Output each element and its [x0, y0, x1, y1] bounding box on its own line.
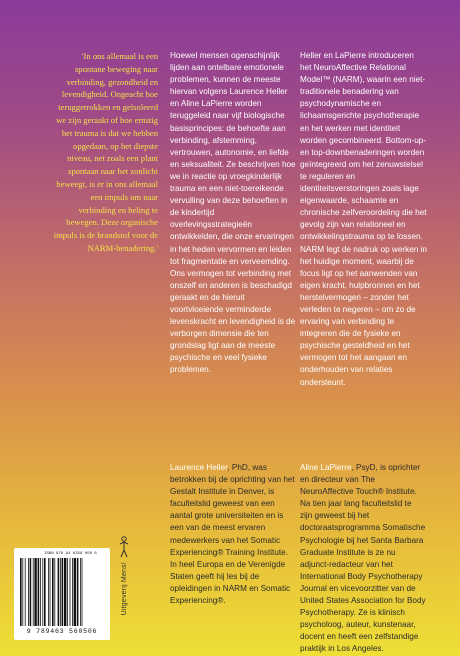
- publisher-name: Uitgeverij Mens!: [120, 562, 128, 616]
- ean-number: 9 789463 560506: [26, 628, 98, 635]
- isbn-label: ISBN 978 94 6356 050 6: [44, 552, 97, 556]
- author-bio-lapierre-text: , PsyD, is oprichter en directeur van The NeuroAffective Touch® Institute. Na tien jaar lang faculteitslid te zijn geweest bij het doctoraatsprogramma Somatische Psychologie bij het Santa Barbara Graduate Institute is ze nu adjunct-redacteur van het International Body Psychotherapy Journal en vicevoorzitter van de United States Association for Body Psychotherapy. Ze is klinisch psycholoog, auteur, kunstenaar, docent en heeft een zelfstandige praktijk in Los Angeles.: [300, 463, 426, 654]
- author-bio-heller: [170, 462, 296, 607]
- barcode-bar: [58, 558, 60, 626]
- barcode-bar: [60, 558, 61, 626]
- author-name-heller: Laurence Heller: [170, 463, 228, 472]
- barcode-bar: [40, 558, 41, 626]
- barcode-bar: [62, 558, 64, 626]
- barcode-bar: [77, 558, 79, 626]
- barcode-bar: [72, 558, 73, 626]
- barcode: [14, 548, 110, 640]
- barcode-bar: [34, 558, 36, 626]
- barcode-bar: [20, 558, 22, 626]
- barcode-bar: [54, 558, 55, 626]
- author-bio-lapierre: [300, 462, 426, 656]
- description-column-1: Hoewel mensen ogenschijnlijk lijden aan ontelbare emotionele problemen, kunnen de meeste hiervan volgens Laurence Heller en Aline LaPierre worden teruggeleid naar vijf biologische basisprincipes: de behoefte aan verbinding, afstemming, vertrouwen, autonomie, en liefde en seksualiteit. Ze beschrijven hoe we in reactie op vroegkinderlijk trauma en een niet-toereikende vervulling van deze behoeften in de kindertijd overlevingsstrategieën ontwikkelden, die onze ervaringen in het heden vervormen en leiden tot fragmentatie en verveemding. Ons vermogen tot verbinding met onszelf en anderen is beschadigd geraakt en de hieruit voortvloeiende verminderde levenskracht en levendigheid is de verborgen dimensie die ten grondslag ligt aan de meeste psychische en veel fysieke problemen.: [170, 51, 296, 375]
- barcode-bar: [64, 558, 66, 626]
- barcode-bar: [30, 558, 32, 626]
- barcode-bar: [22, 558, 23, 626]
- description-column-2: Heller en LaPierre introduceren het NeuroAffective Relational Model™ (NARM), waarin een niet-traditionele benadering van psychodynamische en lichaamsgerichte psychotherapie en het werken met identiteit worden gecombineerd. Bottom-up- en top-downbenaderingen worden geïntegreerd om het zenuwstelsel te reguleren en identiteitsverstoringen zoals lage eigenwaarde, schaamte en chronische zelfveroordeling die het gevolg zijn van relationeel en ontwikkelingstrauma op te lossen. NARM legt de nadruk op werken in het huidige moment, waarbij de focus ligt op het aanwenden van eigen kracht, hulpbronnen en het herstelvermogen – zonder het verleden te negeren – om zo de ervaring van verbinding te integreren die de fysieke en psychische gesteldheid en het vermogen tot het aangaan en onderhouden van relaties ondersteunt.: [300, 51, 427, 387]
- barcode-bar: [67, 558, 68, 626]
- publisher-block: [116, 536, 132, 644]
- barcode-bar: [28, 558, 29, 626]
- barcode-bars: [20, 558, 104, 626]
- author-name-lapierre: Aline LaPierre: [300, 463, 352, 472]
- barcode-bar: [82, 558, 83, 626]
- barcode-bar: [80, 558, 81, 626]
- barcode-bar: [44, 558, 46, 626]
- publisher-logo-icon: [118, 536, 130, 558]
- barcode-bar: [74, 558, 76, 626]
- barcode-bar: [50, 558, 51, 626]
- barcode-bar: [33, 558, 34, 626]
- barcode-bar: [25, 558, 26, 626]
- barcode-bar: [52, 558, 54, 626]
- pull-quote: 'In ons allemaal is een spontane beweging naar verbinding, gezondheid en levendigheid. Ongeacht hoe teruggetrokken en geïsoleerd we zijn geraakt of hoe ernstig het trauma is dat we hebben opgedaan, op het diepste niveau, net zoals een plant spontaan naar het zonlicht beweegt, is er in ons allemaal een impuls om naar verbinding en heling te bewegen. Deze organische impuls is de brandstof voor de NARM-benadering.': [53, 51, 158, 253]
- barcode-bar: [38, 558, 40, 626]
- author-bio-heller-text: , PhD, was betrokken bij de oprichting van het Gestalt Institute in Denver, is faculteitslid geweest van een aantal grote universiteiten en is een van de meest ervaren medewerkers van het Somatic Experiencing® Training Institute. In heel Europa en de Verenigde Staten geeft hij les bij de opleidingen in NARM en Somatic Experiencing®.: [170, 463, 295, 606]
- barcode-bar: [70, 558, 71, 626]
- barcode-bar: [48, 558, 49, 626]
- barcode-bar: [42, 558, 43, 626]
